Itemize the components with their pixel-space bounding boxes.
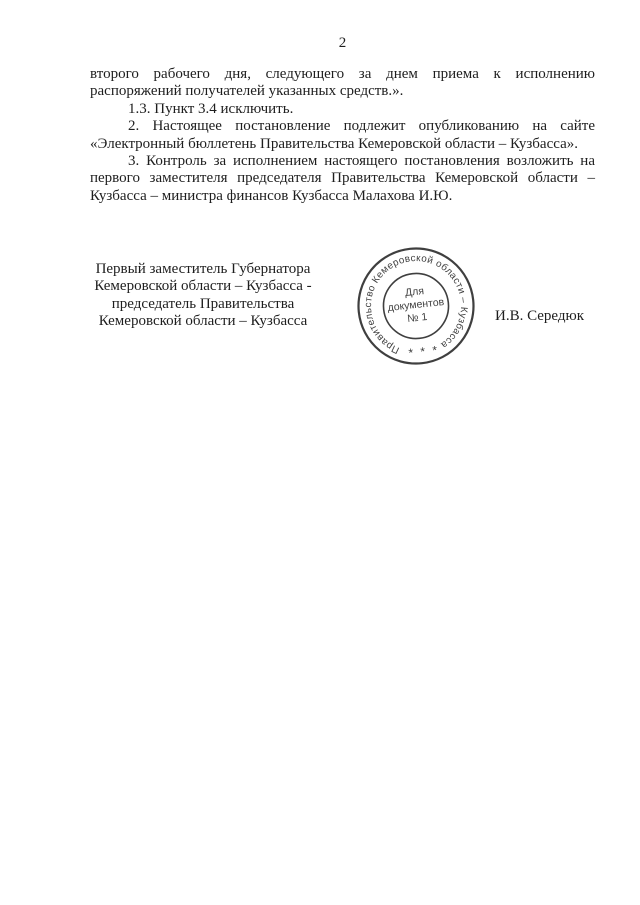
signature-line: председатель Правительства (111, 295, 295, 312)
body-line: «Электронный бюллетень Правительства Кемеровской области – Кузбасса». (90, 135, 578, 152)
body-line: 1.3. Пункт 3.4 исключить. (128, 100, 294, 117)
signature-block (88, 261, 318, 331)
signatory-name: И.В. Середюк (495, 308, 585, 324)
stamp-center-text-line: № 1 (406, 310, 428, 325)
body-line: распоряжений получателей указанных средств.». (90, 83, 404, 100)
stamp-center-text-line: Для (404, 285, 425, 300)
stamp-stars: * * * (407, 342, 440, 360)
stamp-ring-textpath: Правительство Кемеровской области – Кузбасса (362, 252, 470, 356)
signature-line: Кемеровской области – Кузбасса - (94, 278, 312, 295)
page-number: 2 (338, 35, 347, 51)
body-line: 2. Настоящее постановление подлежит опубликованию на сайте (128, 118, 595, 135)
signature-line: Первый заместитель Губернатора (95, 261, 311, 277)
body-text (90, 66, 595, 205)
body-line: Кузбасса – министра финансов Кузбасса Малахова И.Ю. (90, 187, 453, 204)
stamp-center-text-line: документов (387, 296, 445, 314)
official-stamp (348, 238, 484, 374)
body-line: второго рабочего дня, следующего за днем приема к исполнению (90, 66, 595, 82)
signature-line: Кемеровской области – Кузбасса (98, 313, 308, 330)
body-line: первого заместителя председателя Правительства Кемеровской области – (90, 170, 595, 187)
body-line: 3. Контроль за исполнением настоящего постановления возложить на (128, 153, 595, 170)
